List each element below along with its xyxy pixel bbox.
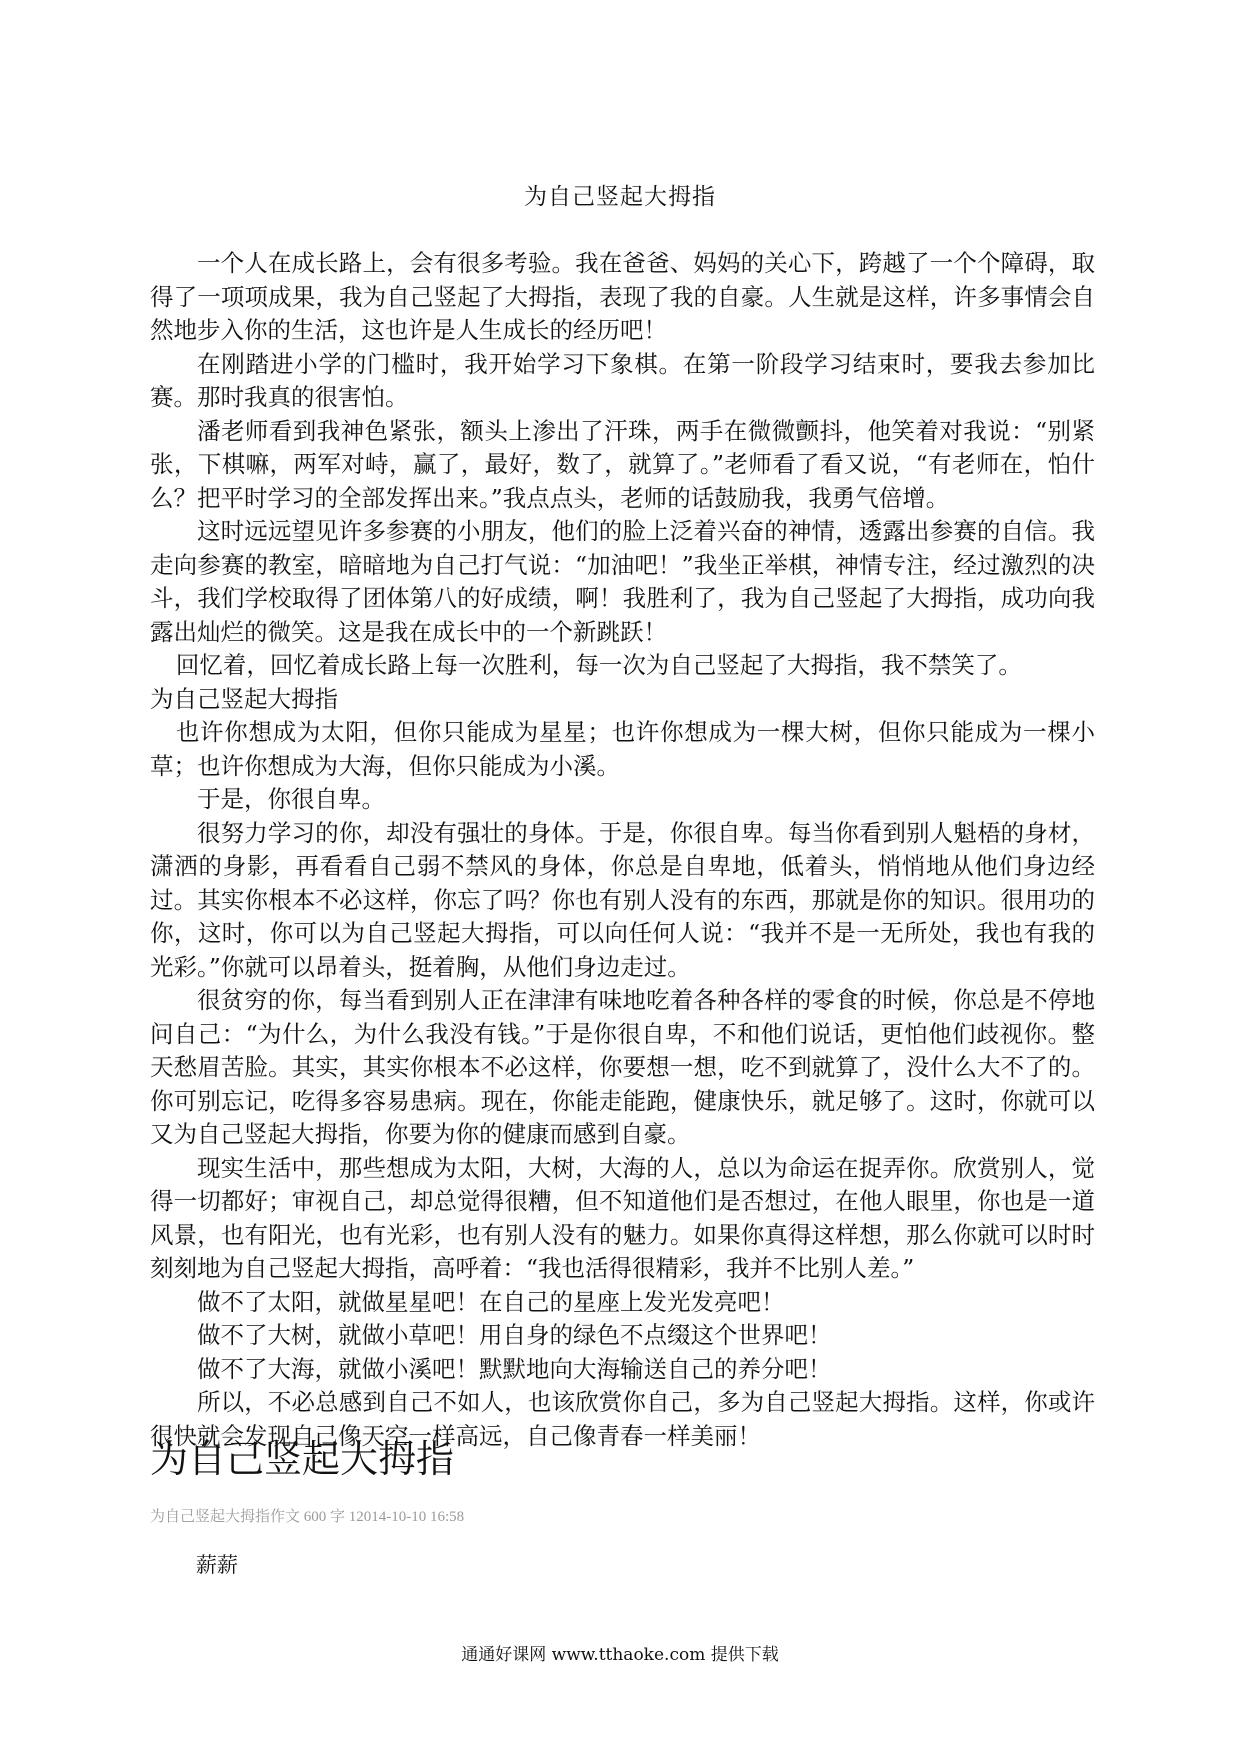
paragraph: 很努力学习的你，却没有强壮的身体。于是，你很自卑。每当你看到别人魁梧的身材，潇洒的身影，再看看自己弱不禁风的身体，你总是自卑地，低着头，悄悄地从他们身边经过。其实你根本不必这样，你忘了吗？你也有别人没有的东西，那就是你的知识。很用功的你，这时，你可以为自己竖起大拇指，可以向任何人说：“我并不是一无所处，我也有我的光彩。”你就可以昂着头，挺着胸，从他们身边走过。 <box>150 818 1095 981</box>
paragraph: 也许你想成为太阳，但你只能成为星星；也许你想成为一棵大树，但你只能成为一棵小草；也许你想成为大海，但你只能成为小溪。 <box>150 718 1095 780</box>
article-meta: 为自己竖起大拇指作文 600 字 12014-10-10 16:58 <box>150 1509 465 1525</box>
paragraph: 现实生活中，那些想成为太阳，大树，大海的人，总以为命运在捉弄你。欣赏别人，觉得一切都好；审视自己，却总觉得很糟，但不知道他们是否想过，在他人眼里，你也是一道风景，也有阳光，也有光彩，也有别人没有的魅力。如果你真得这样想，那么你就可以时时刻刻地为自己竖起大拇指，高呼着：“我也活得很精彩，我并不比别人差。” <box>150 1153 1095 1282</box>
paragraph: 很贫穷的你，每当看到别人正在津津有味地吃着各种各样的零食的时候，你总是不停地问自己：“为什么，为什么我没有钱。”于是你很自卑，不和他们说话，更怕他们歧视你。整天愁眉苦脸。其实，其实你根本不必这样，你要想一想，吃不到就算了，没什么大不了的。你可别忘记，吃得多容易患病。现在，你能走能跑，健康快乐，就足够了。这时，你就可以又为自己竖起大拇指，你要为你的健康而感到自豪。 <box>150 986 1095 1148</box>
essay2-title: 为自己竖起大拇指 <box>150 684 338 713</box>
paragraph: 于是，你很自卑。 <box>197 785 385 813</box>
paragraph: 做不了大树，就做小草吧！用自身的绿色不点缀这个世界吧！ <box>197 1321 832 1349</box>
paragraph: 在刚踏进小学的门槛时，我开始学习下象棋。在第一阶段学习结束时，要我去参加比赛。那时我真的很害怕。 <box>150 349 1095 411</box>
page-title: 为自己竖起大拇指 <box>524 184 716 210</box>
essay3-title: 为自己竖起大拇指 <box>150 1437 455 1481</box>
essay-body <box>150 247 1095 1453</box>
paragraph: 做不了大海，就做小溪吧！默默地向大海输送自己的养分吧！ <box>197 1354 832 1383</box>
page-footer: 通通好课网 www.tthaoke.com 提供下载 <box>461 1645 779 1665</box>
paragraph: 做不了太阳，就做星星吧！在自己的星座上发光发亮吧！ <box>197 1287 785 1316</box>
paragraph: 这时远远望见许多参赛的小朋友，他们的脸上泛着兴奋的神情，透露出参赛的自信。我走向参赛的教室，暗暗地为自己打气说：“加油吧！”我坐正举棋，神情专注，经过激烈的决斗，我们学校取得了团体第八的好成绩，啊！我胜利了，我为自己竖起了大拇指，成功向我露出灿烂的微笑。这是我在成长中的一个新跳跃！ <box>150 517 1095 646</box>
author-name: 薪薪 <box>196 1553 238 1577</box>
paragraph: 回忆着，回忆着成长路上每一次胜利，每一次为自己竖起了大拇指，我不禁笑了。 <box>175 651 1022 679</box>
paragraph: 所以，不必总感到自己不如人，也该欣赏你自己，多为自己竖起大拇指。这样，你或许很快就会发现自己像天空一样高远，自己像青春一样美丽！ <box>150 1388 1095 1450</box>
paragraph: 一个人在成长路上，会有很多考验。我在爸爸、妈妈的关心下，跨越了一个个障碍，取得了一项项成果，我为自己竖起了大拇指，表现了我的自豪。人生就是这样，许多事情会自然地步入你的生活，这也许是人生成长的经历吧！ <box>150 249 1095 344</box>
paragraph: 潘老师看到我神色紧张，额头上渗出了汗珠，两手在微微颤抖，他笑着对我说：“别紧张，下棋嘛，两军对峙，赢了，最好，数了，就算了。”老师看了看又说，“有老师在，怕什么？把平时学习的全部发挥出来。”我点点头，老师的话鼓励我，我勇气倍增。 <box>150 416 1095 512</box>
